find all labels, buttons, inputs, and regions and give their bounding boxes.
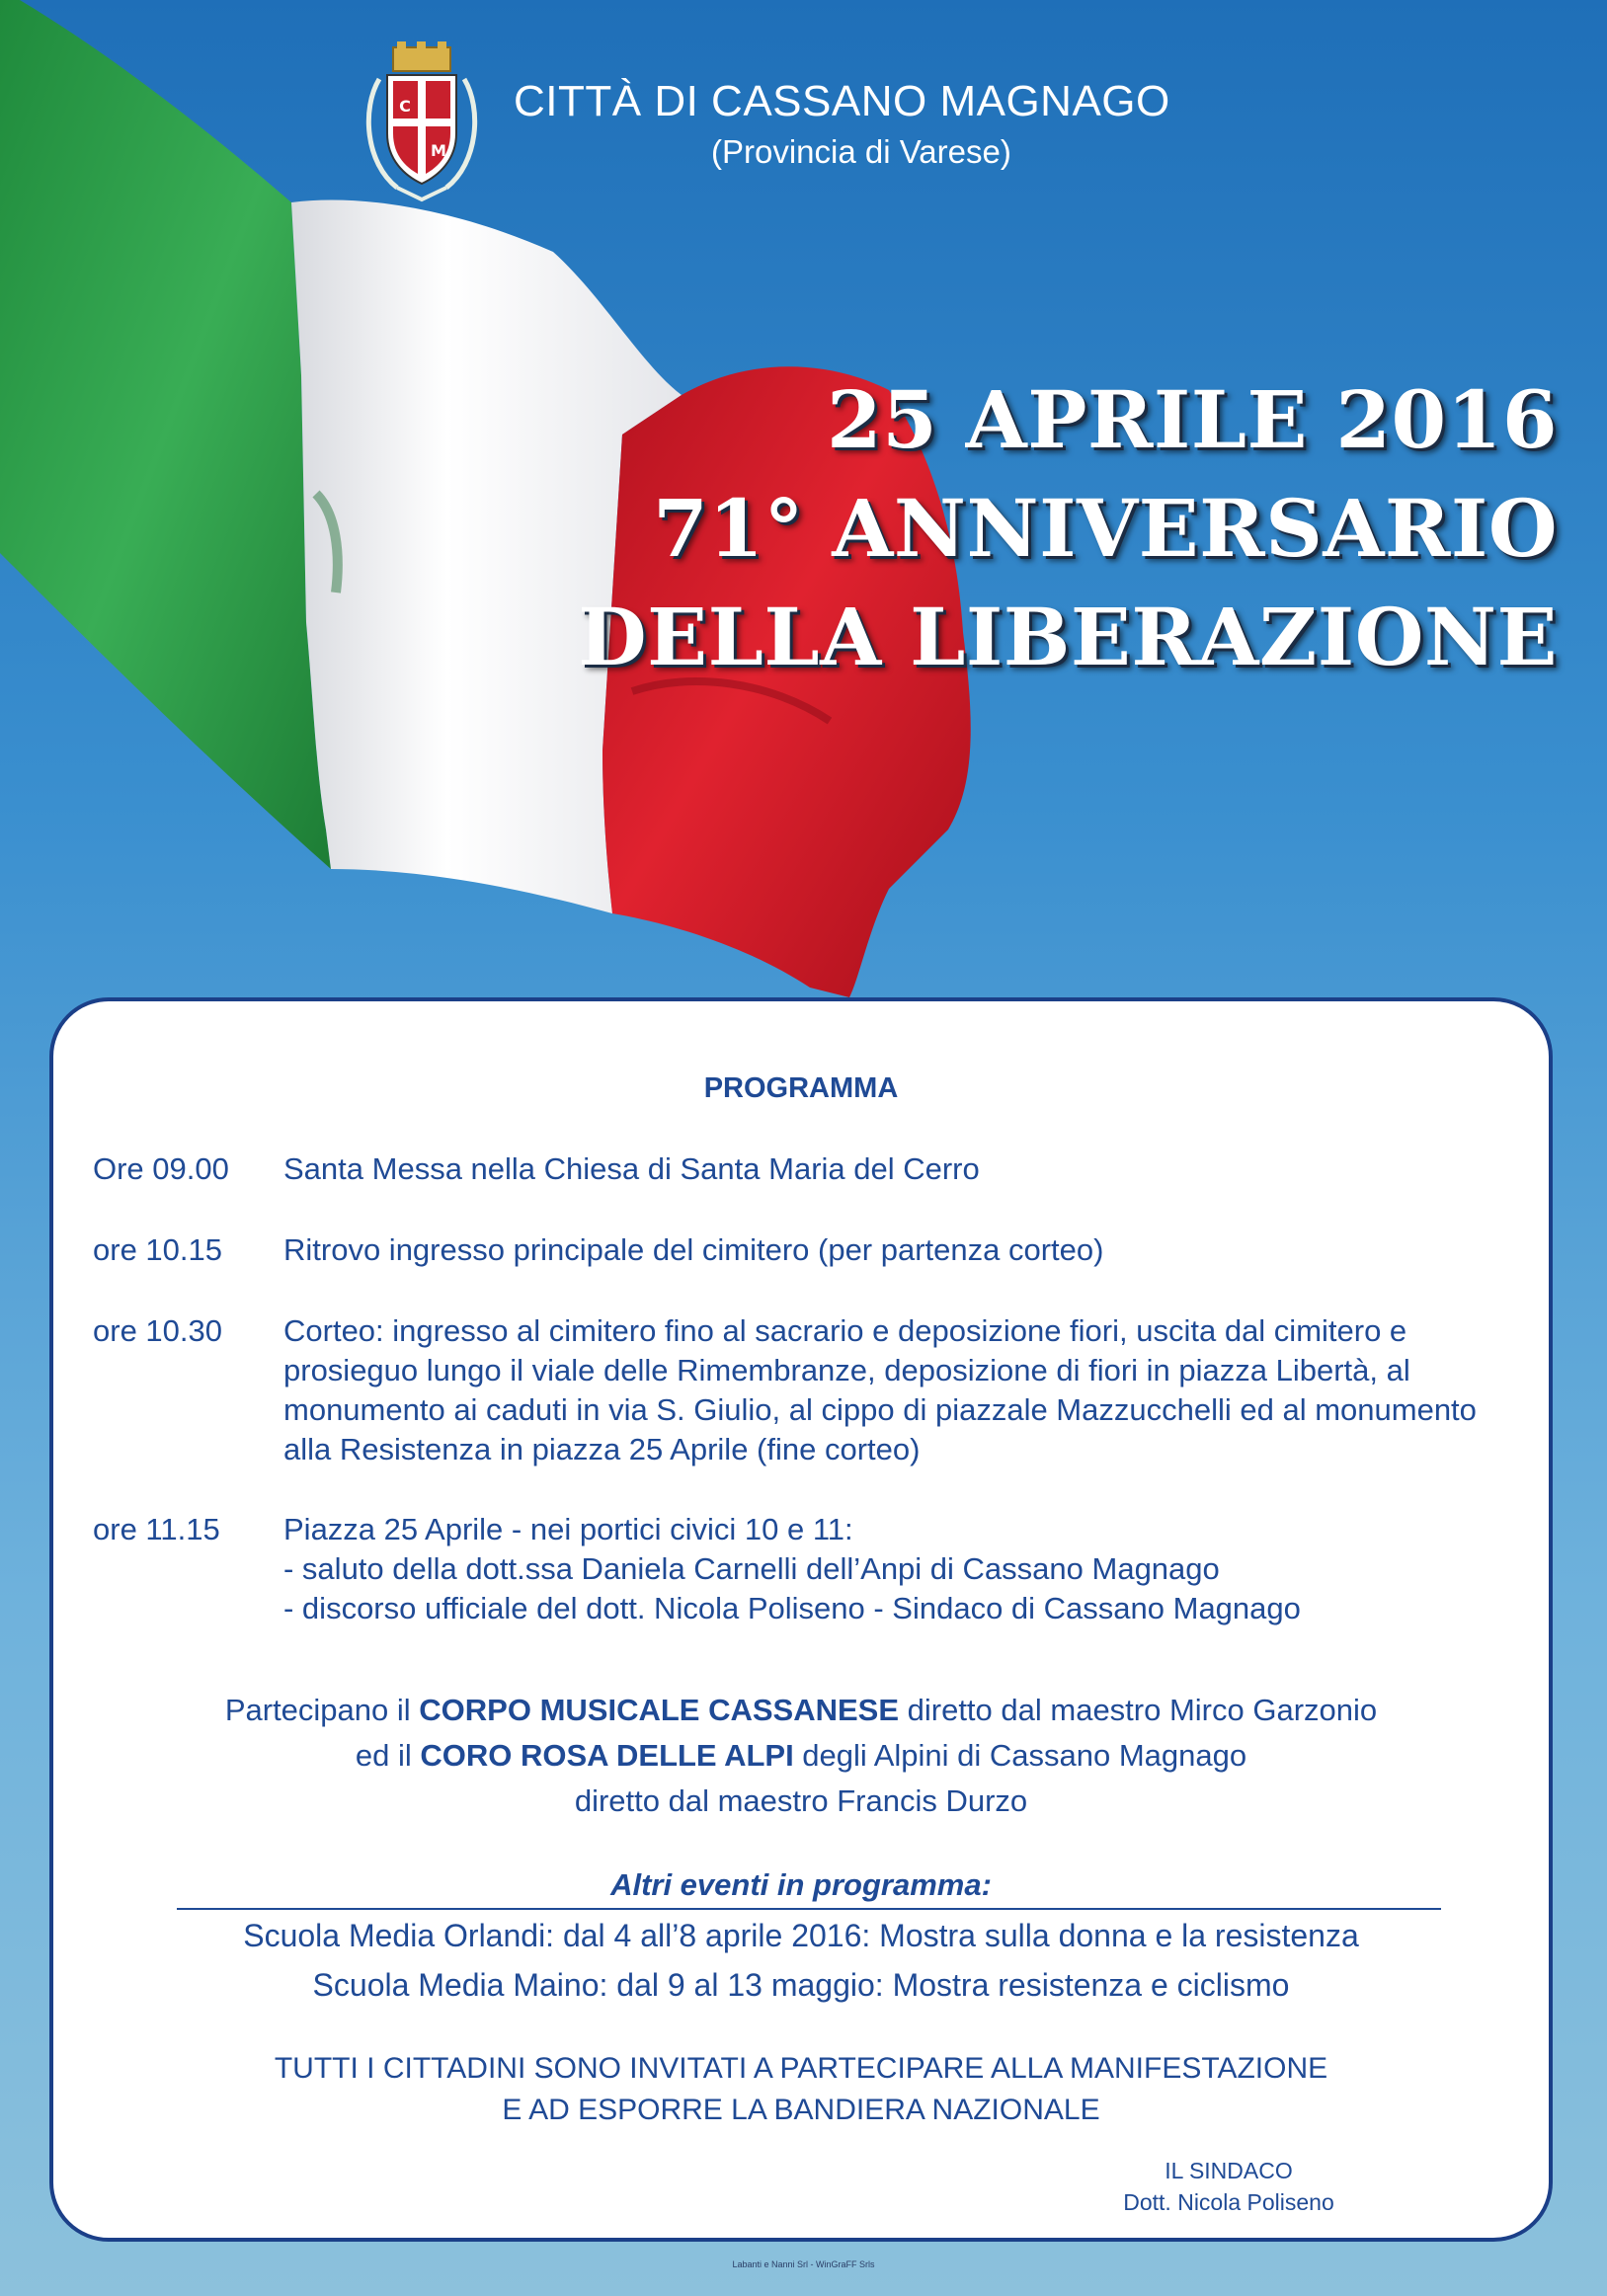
- other-event-item: Scuola Media Orlandi: dal 4 all’8 aprile 2016: Mostra sulla donna e la resistenza: [243, 1918, 1359, 1953]
- crest-letter-c: C: [399, 97, 411, 116]
- headline-date: 25 APRILE 2016: [826, 373, 1558, 466]
- invitation-line: TUTTI I CITTADINI SONO INVITATI A PARTECIPARE ALLA MANIFESTAZIONE: [274, 2052, 1328, 2085]
- programme-line: - saluto della dott.ssa Daniela Carnelli dell’Anpi di Cassano Magnago: [283, 1551, 1220, 1586]
- programme-description: [283, 1149, 1528, 1189]
- participants-block: [53, 1688, 1549, 1824]
- invitation-block: [53, 2048, 1549, 2131]
- invitation-line: E AD ESPORRE LA BANDIERA NAZIONALE: [502, 2094, 1100, 2126]
- programme-time: Ore 09.00: [93, 1151, 229, 1186]
- crest-letter-m: M: [431, 141, 446, 160]
- province-name: (Provincia di Varese): [711, 133, 1011, 170]
- programme-line: prosieguo lungo il viale delle Rimembranze, deposizione di fiori in piazza Libertà, al: [283, 1353, 1410, 1387]
- programme-time: ore 10.30: [93, 1313, 222, 1348]
- programme-time: ore 10.15: [93, 1232, 222, 1267]
- programme-line: monumento ai caduti in via S. Giulio, al cippo di piazzale Mazzucchelli ed al monumento: [283, 1392, 1477, 1427]
- programme-line: Corteo: ingresso al cimitero fino al sacrario e deposizione fiori, uscita dal cimitero e: [283, 1313, 1407, 1348]
- signature-role: IL SINDACO: [1165, 2158, 1293, 2183]
- programme-description: [283, 1311, 1528, 1469]
- participants-line-1: [53, 1688, 1549, 1733]
- participants-text: degli Alpini di Cassano Magnago: [793, 1738, 1247, 1773]
- programme-time: ore 11.15: [93, 1512, 220, 1546]
- programme-description: [283, 1230, 1528, 1270]
- headline-liberation: DELLA LIBERAZIONE: [578, 591, 1558, 683]
- other-events-title: Altri eventi in programma:: [610, 1867, 992, 1902]
- other-event-item: Scuola Media Maino: dal 9 al 13 maggio: Mostra resistenza e ciclismo: [312, 1967, 1290, 2003]
- programme-line: Santa Messa nella Chiesa di Santa Maria del Cerro: [283, 1151, 980, 1186]
- participants-text: diretto dal maestro Mirco Garzonio: [899, 1693, 1378, 1727]
- flag-green-stripe: [0, 0, 331, 869]
- city-crest-emblem: [358, 40, 486, 207]
- choir-name: CORO ROSA DELLE ALPI: [420, 1738, 794, 1773]
- programme-line: alla Resistenza in piazza 25 Aprile (fine corteo): [283, 1432, 921, 1466]
- participants-line-3: diretto dal maestro Francis Durzo: [574, 1783, 1028, 1818]
- participants-text: Partecipano il: [224, 1693, 420, 1727]
- city-name: CITTÀ DI CASSANO MAGNAGO: [514, 77, 1170, 125]
- participants-line-2: [53, 1733, 1549, 1779]
- programme-line: - discorso ufficiale del dott. Nicola Poliseno - Sindaco di Cassano Magnago: [283, 1591, 1301, 1625]
- band-name: CORPO MUSICALE CASSANESE: [419, 1693, 900, 1727]
- programme-panel: [49, 997, 1553, 2242]
- programme-title: PROGRAMMA: [703, 1072, 899, 1104]
- programme-description: [283, 1510, 1528, 1628]
- signature-block: [1100, 2155, 1357, 2218]
- programme-line: Piazza 25 Aprile - nei portici civici 10 e 11:: [283, 1512, 853, 1546]
- signature-name: Dott. Nicola Poliseno: [1123, 2189, 1334, 2215]
- headline-anniversary: 71° ANNIVERSARIO: [653, 482, 1558, 575]
- participants-text: ed il: [355, 1738, 421, 1773]
- other-events-divider: [177, 1908, 1441, 1910]
- programme-line: Ritrovo ingresso principale del cimitero (per partenza corteo): [283, 1232, 1104, 1267]
- printer-credit: Labanti e Nanni Srl - WinGraFF Srls: [732, 2259, 875, 2269]
